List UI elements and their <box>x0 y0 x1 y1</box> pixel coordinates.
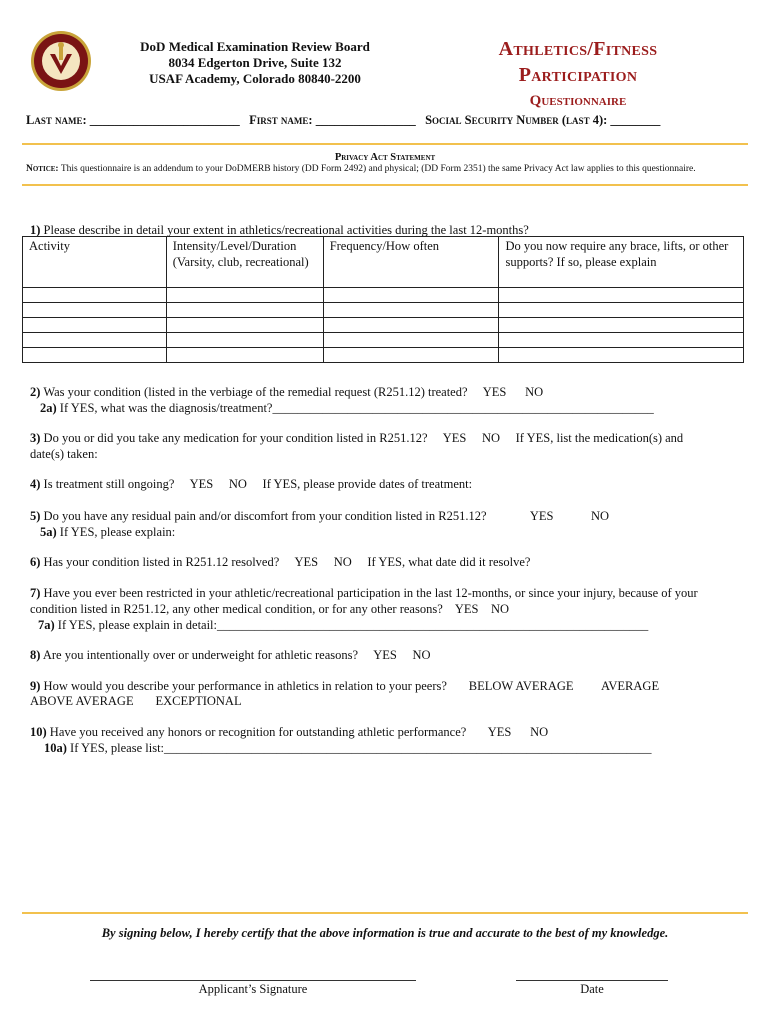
table-row <box>23 288 744 303</box>
no-option[interactable]: NO <box>590 509 609 523</box>
question-text: Have you received any honors or recognition for outstanding athletic performance? <box>49 725 467 739</box>
no-option[interactable]: NO <box>481 431 500 445</box>
question-text: If YES, list the medication(s) and <box>515 431 684 445</box>
last-name-label: Last name: <box>26 113 87 127</box>
certification-statement: By signing below, I hereby certify that the above information is true and accurate to the best of my knowledge. <box>101 926 669 940</box>
table-cell[interactable] <box>166 348 323 363</box>
date-label: Date <box>580 982 604 996</box>
question-number: 4) <box>30 477 41 491</box>
below-average-option[interactable]: BELOW AVERAGE <box>468 679 574 693</box>
question-9 <box>30 678 659 694</box>
average-option[interactable]: AVERAGE <box>600 679 660 693</box>
question-text: If YES, please explain: <box>59 525 176 539</box>
notice-text: This questionnaire is an addendum to your DoDMERB history (DD Form 2492) and physical; (DD Form 2351) the same Privacy Act law applies to this questionnaire. <box>60 164 696 174</box>
table-cell[interactable] <box>23 333 167 348</box>
question-8 <box>30 647 431 663</box>
no-option[interactable]: NO <box>228 477 247 491</box>
table-cell[interactable] <box>499 288 744 303</box>
applicant-signature-label: Applicant’s Signature <box>198 982 308 996</box>
table-cell[interactable] <box>323 288 499 303</box>
column-header: Frequency/How often <box>323 237 499 288</box>
column-header: Activity <box>23 237 167 288</box>
address-line: USAF Academy, Colorado 80840-2200 <box>149 71 361 86</box>
no-option[interactable]: NO <box>333 555 352 569</box>
title-line: Questionnaire <box>529 93 627 109</box>
table-row <box>23 348 744 363</box>
table-row <box>23 333 744 348</box>
table-cell[interactable] <box>23 288 167 303</box>
table-cell[interactable] <box>323 318 499 333</box>
title-line: Participation <box>518 64 638 86</box>
question-text: Please describe in detail your extent in athletics/recreational activities during the last 12-months? <box>43 223 529 237</box>
question-text: condition listed in R251.12, any other medical condition, or for any other reasons? <box>30 602 443 616</box>
table-cell[interactable] <box>23 318 167 333</box>
ssn-label: Social Security Number (last 4): <box>425 113 608 127</box>
table-cell[interactable] <box>323 303 499 318</box>
exceptional-option[interactable]: EXCEPTIONAL <box>155 694 242 708</box>
table-cell[interactable] <box>166 288 323 303</box>
question-7a <box>38 617 648 633</box>
table-cell[interactable] <box>166 333 323 348</box>
question-number: 8) <box>30 648 41 662</box>
table-cell[interactable] <box>166 303 323 318</box>
table-cell[interactable] <box>166 318 323 333</box>
question-number: 2a) <box>40 401 57 415</box>
question-5 <box>30 508 609 524</box>
divider <box>22 184 748 186</box>
question-text: If YES, please provide dates of treatment: <box>262 477 473 491</box>
question-text: Do you have any residual pain and/or discomfort from your condition listed in R251.12? <box>43 509 487 523</box>
question-number: 7) <box>30 586 41 600</box>
question-text: Is treatment still ongoing? <box>43 477 175 491</box>
address-line: DoD Medical Examination Review Board <box>140 39 370 54</box>
question-text: If YES, please explain in detail: <box>57 618 218 632</box>
question-text: Have you ever been restricted in your athletic/recreational participation in the last 12-months, or since your injury, because of your <box>43 586 698 600</box>
table-header-row <box>23 237 744 288</box>
question-2 <box>30 384 543 400</box>
question-7 <box>30 585 698 601</box>
table-cell[interactable] <box>499 348 744 363</box>
question-text: Are you intentionally over or underweight for athletic reasons? <box>42 648 359 662</box>
yes-option[interactable]: YES <box>529 509 554 523</box>
table-cell[interactable] <box>499 333 744 348</box>
question-number: 10) <box>30 725 47 739</box>
question-number: 5) <box>30 509 41 523</box>
question-number: 9) <box>30 679 41 693</box>
question-text: Do you or did you take any medication for your condition listed in R251.12? <box>43 431 428 445</box>
table-row <box>23 318 744 333</box>
table-cell[interactable] <box>499 303 744 318</box>
table-cell[interactable] <box>23 303 167 318</box>
question-number: 7a) <box>38 618 55 632</box>
yes-option[interactable]: YES <box>294 555 319 569</box>
yes-option[interactable]: YES <box>454 602 479 616</box>
table-cell[interactable] <box>323 333 499 348</box>
table-cell[interactable] <box>323 348 499 363</box>
table-cell[interactable] <box>23 348 167 363</box>
question-number: 3) <box>30 431 41 445</box>
question-number: 10a) <box>44 741 67 755</box>
question-text: How would you describe your performance in athletics in relation to your peers? <box>43 679 447 693</box>
yes-option[interactable]: YES <box>442 431 467 445</box>
table-row <box>23 303 744 318</box>
activity-table <box>22 236 744 363</box>
question-number: 2) <box>30 385 41 399</box>
table-cell[interactable] <box>499 318 744 333</box>
divider <box>22 143 748 145</box>
question-text: If YES, what was the diagnosis/treatment? <box>59 401 273 415</box>
title-line: Athletics/Fitness <box>498 38 658 60</box>
question-5a <box>40 524 175 540</box>
question-text: If YES, please list: <box>70 741 165 755</box>
address-block <box>110 39 400 87</box>
question-text: If YES, what date did it resolve? <box>367 555 531 569</box>
question-9-continued <box>30 693 242 709</box>
name-row <box>26 113 660 128</box>
question-text: Was your condition (listed in the verbiage of the remedial request (R251.12) treated? <box>43 385 468 399</box>
column-header: Intensity/Level/Duration (Varsity, club, recreational) <box>166 237 323 288</box>
question-text: Has your condition listed in R251.12 resolved? <box>43 555 280 569</box>
no-option[interactable]: NO <box>490 602 509 616</box>
dodmerb-seal <box>30 30 92 92</box>
answer-field[interactable]: _____________________________________________________________________ <box>217 618 649 632</box>
question-3-continued: date(s) taken: <box>30 447 98 461</box>
yes-option[interactable]: YES <box>482 385 507 399</box>
question-3 <box>30 430 683 446</box>
above-average-option[interactable]: ABOVE AVERAGE <box>30 694 134 708</box>
privacy-notice <box>26 164 696 174</box>
question-10 <box>30 724 548 740</box>
signature-line[interactable] <box>90 980 416 981</box>
question-6 <box>30 554 530 570</box>
no-option[interactable]: NO <box>412 648 431 662</box>
question-2a <box>40 400 654 416</box>
question-number: 1) <box>30 223 41 237</box>
privacy-title: Privacy Act Statement <box>334 152 436 163</box>
no-option[interactable]: NO <box>525 385 544 399</box>
first-name-field[interactable]: ________________ <box>315 113 416 127</box>
no-option[interactable]: NO <box>530 725 549 739</box>
first-name-label: First name: <box>249 113 313 127</box>
answer-field[interactable]: _____________________________________________________________ <box>272 401 654 415</box>
yes-option[interactable]: YES <box>189 477 214 491</box>
yes-option[interactable]: YES <box>373 648 397 662</box>
form-title <box>462 36 694 112</box>
ssn-field[interactable]: ________ <box>610 113 661 127</box>
notice-label: Notice: <box>26 164 59 174</box>
question-number: 5a) <box>40 525 57 539</box>
address-line: 8034 Edgerton Drive, Suite 132 <box>168 55 342 70</box>
date-line[interactable] <box>516 980 668 981</box>
answer-field[interactable]: ______________________________________________________________________________ <box>164 741 652 755</box>
question-4 <box>30 476 472 492</box>
question-7-continued <box>30 601 509 617</box>
column-header: Do you now require any brace, lifts, or other supports? If so, please explain <box>499 237 744 288</box>
yes-option[interactable]: YES <box>487 725 512 739</box>
divider <box>22 912 748 914</box>
question-10a <box>44 740 652 756</box>
last-name-field[interactable]: ________________________ <box>89 113 240 127</box>
question-number: 6) <box>30 555 41 569</box>
